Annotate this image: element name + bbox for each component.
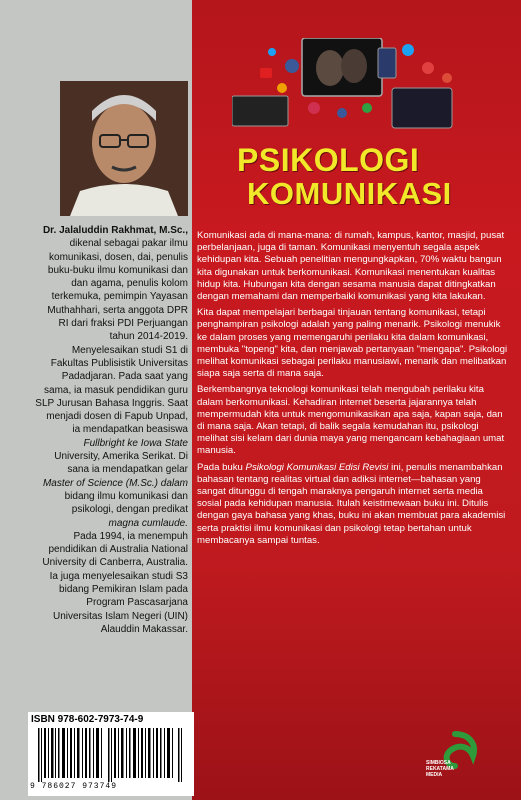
book-description bbox=[197, 230, 509, 551]
description-paragraph: Kita dapat mempelajari berbagai tinjauan tentang komunikasi, tetapi penghampiran psikologi adalah yang paling menarik. Psikologi menukik ke dalam proses yang memengaruhi perilaku kita dalam komunikasi, membuka "topeng" kita, dan menjawab pertanyaan "mengapa". Psikologi melihat komunikasi sebagai perilaku manusiawi, menarik dan melibatkan siapa saja serta di mana saja. bbox=[197, 307, 508, 380]
barcode bbox=[36, 728, 186, 782]
bio-line: sana ia mendapatkan gelar bbox=[67, 464, 188, 476]
bio-line: Muthahhari, serta anggota DPR bbox=[47, 304, 188, 316]
bio-line: Pada 1994, ia menempuh bbox=[73, 530, 188, 542]
bio-line: magna cumlaude. bbox=[108, 517, 188, 529]
isbn-block bbox=[28, 712, 194, 796]
facebook-icon bbox=[285, 59, 299, 73]
bio-line: dan agama, penulis kolom bbox=[71, 278, 188, 290]
bio-line: bidang Pemikiran Islam pada bbox=[59, 584, 188, 596]
publisher-line: REKATAMA bbox=[426, 766, 454, 772]
paragraph-text: ini, penulis menambahkan bahasan tentang realitas virtual dan adiksi internet—bahasan yang sangat ditunggu di tengah maraknya pengaruh internet serta media sosial pada kehidupan manusia. Itulah keistimewaan buku ini. Ditulis dengan gaya bahasa yang khas, buku ini akan membuat para akademisi serta praktisi ilmu komunikasi dan psikologi tetap bertahan untuk membacanya sampai tuntas. bbox=[197, 461, 506, 546]
social-media-collage bbox=[232, 38, 462, 138]
bio-line: bidang ilmu komunikasi dan bbox=[64, 490, 188, 502]
bio-line: University, Amerika Serikat. Di bbox=[54, 451, 188, 463]
bio-line: buku-buku ilmu komunikasi dan bbox=[47, 264, 188, 276]
bio-line: RI dari fraksi PDI Perjuangan bbox=[58, 318, 188, 330]
bio-line: pendidikan di Australia National bbox=[48, 544, 188, 556]
tablet-icon bbox=[392, 88, 452, 128]
bio-line: Fakultas Publisistik Universitas bbox=[50, 357, 188, 369]
bio-line: Master of Science (M.Sc.) dalam bbox=[42, 477, 188, 489]
bio-line: komunikasi, dosen, dai, penulis bbox=[49, 251, 188, 263]
book-title-line1: PSIKOLOGI bbox=[237, 142, 420, 178]
bio-line: dikenal sebagai pakar ilmu bbox=[69, 238, 188, 250]
description-paragraph: Berkembangnya teknologi komunikasi telah mengubah perilaku kita dalam berkomunikasi. Kehadiran internet beserta jajarannya telah mempermudah kita untuk mengomunikasikan apa saja, kapan saja, dan di mana saja. Akan tetapi, di balik segala kemudahan itu, psikologi melihat sisi kelam dari dunia maya yang mengancam kebahagiaan umat manusia. bbox=[197, 384, 505, 457]
author-name: Dr. Jalaluddin Rakhmat, M.Sc., bbox=[42, 225, 188, 236]
author-bio bbox=[6, 224, 188, 636]
bio-line: psikologi, dengan predikat bbox=[71, 504, 188, 516]
publisher-line: MEDIA bbox=[426, 772, 443, 778]
youtube-icon bbox=[260, 68, 272, 78]
bio-line: University di Canberra, Australia. bbox=[42, 557, 188, 569]
description-paragraph bbox=[197, 462, 509, 547]
bio-line: tahun 2014-2019. bbox=[109, 331, 188, 343]
bio-line: Universitas Islam Negeri (UIN) bbox=[52, 610, 188, 622]
publisher-line: SIMBIOSA bbox=[426, 760, 451, 766]
bio-line: Padadjaran. Pada saat yang bbox=[61, 371, 188, 383]
bio-line: sama, ia masuk pendidikan guru bbox=[44, 384, 188, 396]
twitter-icon bbox=[402, 44, 414, 56]
book-title-italic: Psikologi Komunikasi Edisi Revisi bbox=[245, 461, 389, 473]
paragraph-text: Pada buku bbox=[197, 461, 246, 473]
barcode-digits: 9 786027 973749 bbox=[30, 782, 118, 791]
isbn-number: ISBN 978-602-7973-74-9 bbox=[31, 714, 144, 725]
phone-icon bbox=[378, 48, 396, 78]
bio-line: terkemuka, pemimpin Yayasan bbox=[51, 291, 188, 303]
book-title-line2: KOMUNIKASI bbox=[247, 176, 452, 211]
bio-line: SLP Jurusan Bahasa Inggris. Saat bbox=[35, 397, 188, 409]
bio-line: menjadi dosen di Fapub Unpad, bbox=[46, 411, 188, 423]
publisher-name bbox=[426, 760, 486, 778]
description-paragraph: Komunikasi ada di mana-mana: di rumah, kampus, kantor, masjid, pusat perbelanjaan, juga di taman. Komunikasi menyentuh segala aspek kehidupan kita. Sebuah penelitian mengungkapkan, 70% waktu bangun kita digunakan untuk berkomunikasi. Komunikasi menentukan kualitas hidup kita. Hubungan kita dengan sesama manusia dapat ditingkatkan dengan memahami dan memperbaiki komunikasi yang kita lakukan. bbox=[197, 230, 505, 303]
author-photo bbox=[60, 81, 188, 216]
bio-line: Fullbright ke Iowa State bbox=[83, 437, 188, 449]
bio-line: Ia juga menyelesaikan studi S3 bbox=[49, 570, 188, 582]
bio-line: ia mendapatkan beasiswa bbox=[72, 424, 188, 436]
bio-line: Alauddin Makassar. bbox=[100, 623, 188, 635]
bio-line: Menyelesaikan studi S1 di bbox=[71, 344, 188, 356]
bio-line: Program Pascasarjana bbox=[86, 597, 188, 609]
